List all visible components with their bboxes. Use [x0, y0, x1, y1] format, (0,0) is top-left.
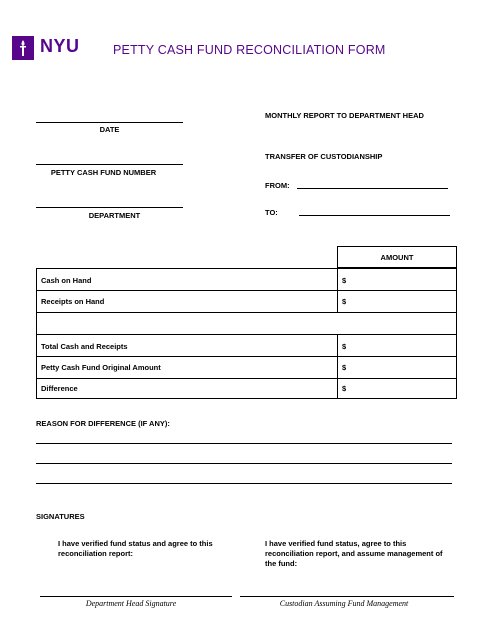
nyu-logo-text: NYU	[40, 36, 80, 56]
right-signature-statement: I have verified fund status, agree to this reconciliation report, and assume management of the fund:	[265, 539, 443, 568]
left-signature-statement: I have verified fund status and agree to this reconciliation report:	[58, 539, 213, 558]
reconciliation-table	[36, 268, 457, 399]
department-label: DEPARTMENT	[88, 211, 141, 220]
reason-line-2[interactable]	[36, 463, 452, 464]
fund-number-label: PETTY CASH FUND NUMBER	[50, 168, 157, 177]
table-divider-bottom	[337, 334, 338, 399]
row-receipts-amount[interactable]: $	[342, 297, 347, 306]
row-total-amount[interactable]: $	[342, 342, 347, 351]
monthly-report-label: MONTHLY REPORT TO DEPARTMENT HEAD	[265, 111, 424, 120]
signatures-heading: SIGNATURES	[36, 512, 85, 521]
from-label: FROM:	[265, 181, 290, 190]
custodian-signature-caption: Custodian Assuming Fund Management	[279, 599, 409, 608]
transfer-custodianship-label: TRANSFER OF CUSTODIANSHIP	[265, 152, 383, 161]
department-head-signature-line[interactable]	[40, 596, 232, 597]
row-separator	[37, 290, 456, 291]
row-total-label: Total Cash and Receipts	[41, 342, 128, 351]
row-difference-label: Difference	[41, 384, 78, 393]
row-separator	[37, 312, 456, 313]
row-cash-on-hand-amount[interactable]: $	[342, 276, 347, 285]
row-separator	[37, 334, 456, 335]
nyu-torch-logo-icon	[12, 36, 34, 60]
row-original-amount-label: Petty Cash Fund Original Amount	[41, 363, 161, 372]
date-label: DATE	[99, 125, 120, 134]
to-label: TO:	[265, 208, 278, 217]
from-line[interactable]	[297, 188, 448, 189]
row-original-amount-value[interactable]: $	[342, 363, 347, 372]
row-receipts-label: Receipts on Hand	[41, 297, 105, 306]
department-line[interactable]	[36, 207, 183, 208]
fund-number-line[interactable]	[36, 164, 183, 165]
custodian-signature-line[interactable]	[240, 596, 454, 597]
reason-label: REASON FOR DIFFERENCE (IF ANY):	[36, 419, 170, 428]
to-line[interactable]	[299, 215, 450, 216]
amount-header: AMOUNT	[380, 253, 414, 262]
amount-header-cell	[337, 246, 457, 268]
department-head-signature-caption: Department Head Signature	[85, 599, 177, 608]
date-line[interactable]	[36, 122, 183, 123]
row-separator	[37, 356, 456, 357]
row-separator	[37, 378, 456, 379]
reason-line-3[interactable]	[36, 483, 452, 484]
row-cash-on-hand-label: Cash on Hand	[41, 276, 92, 285]
form-title: PETTY CASH FUND RECONCILIATION FORM	[113, 43, 386, 57]
row-difference-amount[interactable]: $	[342, 384, 347, 393]
reason-line-1[interactable]	[36, 443, 452, 444]
